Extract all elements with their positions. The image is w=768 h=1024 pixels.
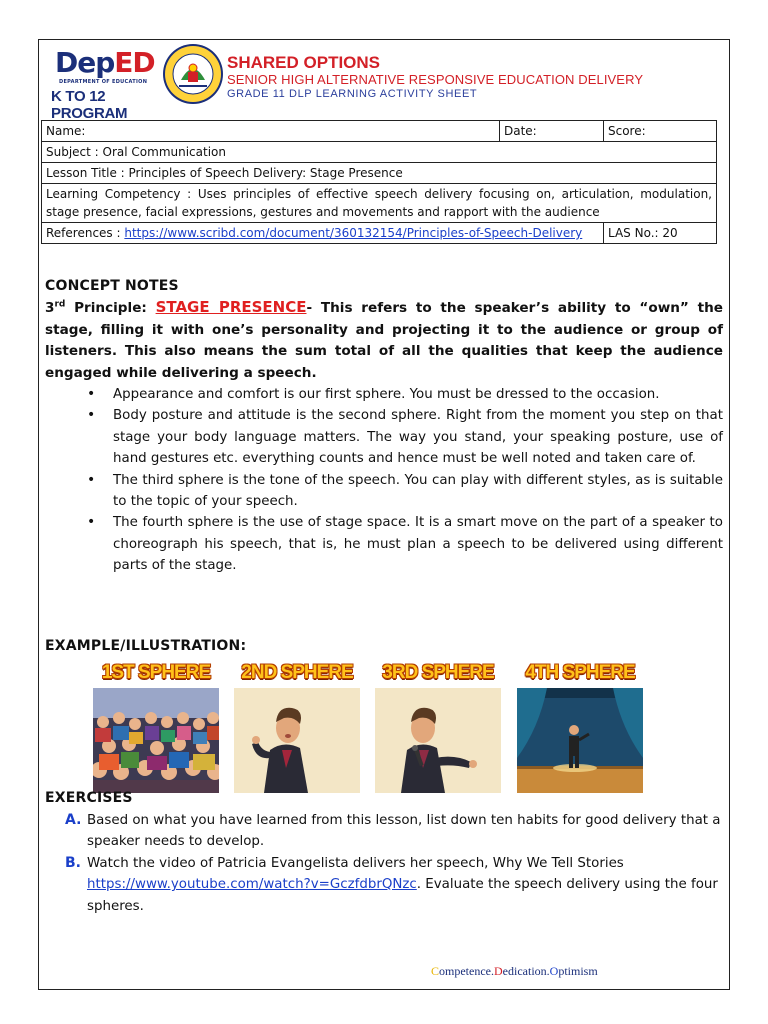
header-title: SHARED OPTIONS xyxy=(227,53,381,72)
sphere-4-label: 4TH SPHERE xyxy=(525,662,635,683)
las-number-cell: LAS No.: 20 xyxy=(604,223,717,244)
principle-definition: 3rd Principle: STAGE PRESENCE- This refers to the speaker’s ability to “own” the stage, filling it with one’s personality and projecting it to the audience or group of listeners. This also means the sum total of all the qualities that keep the audience engaged while delivering a speech. xyxy=(45,298,723,381)
references-label: References : xyxy=(46,226,121,240)
list-item: • Appearance and comfort is our first sphere. You must be dressed to the occasion. xyxy=(87,384,723,405)
crowd-image-icon xyxy=(93,688,219,793)
exercise-a-text: Based on what you have learned from this lesson, list down ten habits for good delivery that a speaker needs to develop. xyxy=(87,813,721,850)
deped-seal-icon xyxy=(161,42,225,106)
score-cell[interactable]: Score: xyxy=(604,121,717,142)
sphere-1-label: 1ST SPHERE xyxy=(101,662,211,683)
sphere-3 xyxy=(375,662,501,684)
references-link[interactable]: https://www.scribd.com/document/360132154/Principles-of-Speech-Delivery xyxy=(124,226,583,240)
concept-notes xyxy=(45,276,723,577)
exercises-list xyxy=(65,810,725,917)
example-heading: EXAMPLE/ILLUSTRATION: xyxy=(45,638,247,654)
subject-cell: Subject : Oral Communication xyxy=(42,142,717,163)
references-cell xyxy=(42,223,604,244)
header-grade-line: GRADE 11 DLP LEARNING ACTIVITY SHEET xyxy=(227,88,478,100)
deped-wordmark: DepED xyxy=(55,46,155,79)
sphere-list xyxy=(87,384,723,577)
speaker-posture-image-icon xyxy=(234,688,360,793)
speaker-microphone-image-icon xyxy=(375,688,501,793)
stage-space-image-icon xyxy=(517,688,643,793)
stage-presence-term: STAGE PRESENCE xyxy=(155,298,307,317)
header xyxy=(39,40,729,122)
deped-logo xyxy=(45,44,165,122)
exercise-b xyxy=(65,853,725,917)
sphere-4 xyxy=(517,662,643,684)
youtube-link[interactable]: https://www.youtube.com/watch?v=GczfdbrQNzc xyxy=(87,877,417,893)
k12-program-text: K TO 12 PROGRAM xyxy=(51,88,128,122)
exercise-b-text: Watch the video of Patricia Evangelista delivers her speech, Why We Tell Stories xyxy=(87,855,624,871)
sphere-illustrations xyxy=(93,662,663,802)
exercise-a xyxy=(65,810,725,853)
deped-department-text: DEPARTMENT OF EDUCATION xyxy=(59,79,148,85)
sphere-2 xyxy=(234,662,360,684)
header-subtitle: SENIOR HIGH ALTERNATIVE RESPONSIVE EDUCATION DELIVERY xyxy=(227,72,644,87)
sphere-3-label: 3RD SPHERE xyxy=(382,662,494,683)
list-item: • The third sphere is the tone of the speech. You can play with different styles, as is suitable to the topic of your speech. xyxy=(87,470,723,513)
exercise-b-letter: B. xyxy=(65,854,81,871)
sphere-2-label: 2ND SPHERE xyxy=(241,662,353,683)
concept-notes-heading: CONCEPT NOTES xyxy=(45,278,179,294)
exercises-heading: EXERCISES xyxy=(45,790,133,806)
list-item: • Body posture and attitude is the second sphere. Right from the moment you step on that stage your body language matters. The way you stand, your speaking posture, use of hand gestures etc. everything counts and hence must be well noted and taken care of. xyxy=(87,405,723,469)
info-table xyxy=(41,120,717,244)
sphere-1 xyxy=(93,662,219,684)
footer-motto: Competence.Dedication.Optimism xyxy=(431,964,598,978)
exercise-a-letter: A. xyxy=(65,812,82,828)
page-frame xyxy=(38,39,730,990)
exercise-b-text-end: . Evaluate the speech delivery using the four spheres. xyxy=(87,877,718,914)
date-cell[interactable]: Date: xyxy=(500,121,604,142)
lesson-title-cell: Lesson Title : Principles of Speech Delivery: Stage Presence xyxy=(42,163,717,184)
name-cell[interactable]: Name: xyxy=(42,121,500,142)
list-item: • The fourth sphere is the use of stage space. It is a smart move on the part of a speaker to choreograph his speech, that is, he must plan a speech to be delivered using different parts of the stage. xyxy=(87,512,723,576)
competency-cell: Learning Competency : Uses principles of effective speech delivery focusing on, articulation, modulation, stage presence, facial expressions, gestures and movements and rapport with the audience xyxy=(42,184,717,223)
